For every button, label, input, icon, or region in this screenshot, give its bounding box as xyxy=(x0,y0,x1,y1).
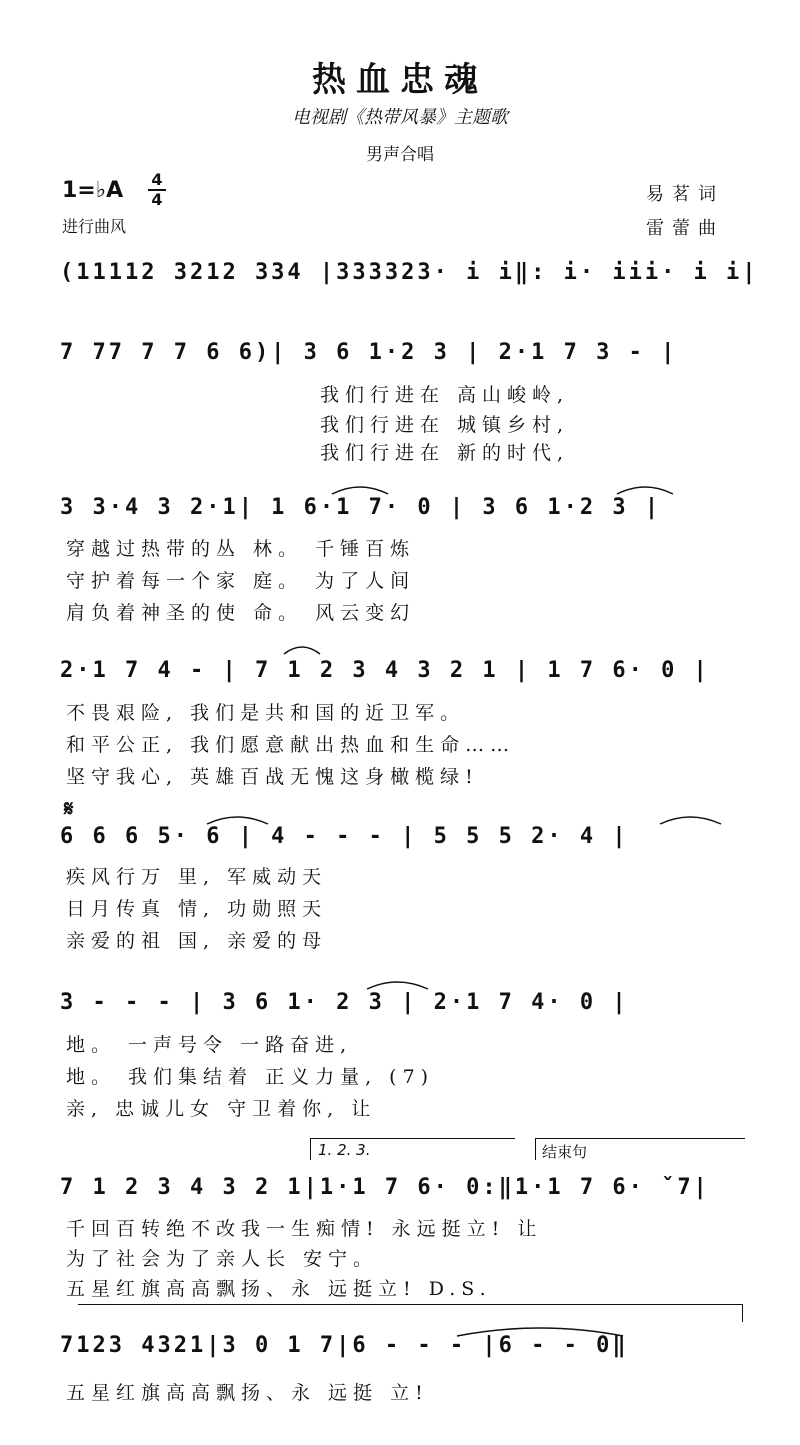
lyric-4-1: 不畏艰险, 我们是共和国的近卫军。 xyxy=(66,702,466,724)
lyric-5-2: 日月传真 情, 功勋照天 xyxy=(66,898,328,920)
lyric-7-2: 为了社会为了亲人长 安宁。 xyxy=(66,1248,379,1270)
notation-line-1: (11112 3212 334 |333323· i i‖: i· iii· i i| xyxy=(60,260,759,285)
tempo-marking: 进行曲风 xyxy=(62,217,127,236)
performer-label: 男声合唱 xyxy=(366,145,434,165)
notation-line-7: 7 1 2 3 4 3 2 1|1·1 7 6· 0:‖1·1 7 6· ˇ7| xyxy=(60,1175,710,1200)
ending-bracket-line xyxy=(78,1304,743,1305)
coda-label: 结束句 xyxy=(542,1143,588,1161)
lyric-8-1: 五星红旗高高飘扬、永 远挺 立! xyxy=(66,1382,429,1404)
slur-3 xyxy=(330,480,390,496)
lyric-2-2: 我们行进在 城镇乡村, xyxy=(320,414,570,436)
notation-line-8: 7123 4321|3 0 1 7|6 - - - |6 - - 0‖ xyxy=(60,1333,629,1358)
lyric-7-3: 五星红旗高高飘扬、永 远挺立! D.S. xyxy=(66,1278,492,1300)
lyric-5-3: 亲爱的祖 国, 亲爱的母 xyxy=(66,930,328,952)
lyric-5-1: 疾风行万 里, 军威动天 xyxy=(66,866,328,888)
key-signature: 1=♭A xyxy=(62,178,124,203)
notation-line-4: 2·1 7 4 - | 7 1 2 3 4 3 2 1 | 1 7 6· 0 | xyxy=(60,658,710,683)
coda-bracket-line xyxy=(535,1138,745,1139)
ending-bracket-tick xyxy=(742,1304,743,1322)
time-signature xyxy=(148,172,166,208)
song-title: 热血忠魂 xyxy=(312,60,488,100)
lyric-3-2: 守护着每一个家 庭。 为了人间 xyxy=(66,570,416,592)
lyric-7-1: 千回百转绝不改我一生痴情! 永远挺立! 让 xyxy=(66,1218,543,1240)
slur-5b xyxy=(658,810,723,826)
lyric-4-3: 坚守我心, 英雄百战无愧这身橄榄绿! xyxy=(66,766,479,788)
lyric-4-2: 和平公正, 我们愿意献出热血和生命…… xyxy=(66,734,516,756)
composer-credit: 雷蕾曲 xyxy=(646,218,724,239)
coda-bracket-tick xyxy=(535,1138,536,1160)
volta-bracket-tick xyxy=(310,1138,311,1160)
lyric-2-3: 我们行进在 新的时代, xyxy=(320,442,570,464)
lyric-2-1: 我们行进在 高山峻岭, xyxy=(320,384,570,406)
notation-line-5: 6 6 6 5· 6 | 4 - - - | 5 5 5 2· 4 | xyxy=(60,824,629,849)
lyric-6-2: 地。 我们集结着 正义力量, (7) xyxy=(66,1066,435,1088)
slur-3b xyxy=(615,480,675,496)
lyricist-credit: 易茗词 xyxy=(646,184,724,205)
notation-line-6: 3 - - - | 3 6 1· 2 3 | 2·1 7 4· 0 | xyxy=(60,990,629,1015)
meter-bottom: 4 xyxy=(151,190,163,209)
meter-top: 4 xyxy=(151,170,163,189)
segno-sign: 𝄋 xyxy=(64,796,74,822)
slur-4 xyxy=(282,640,322,656)
volta-label: 1. 2. 3. xyxy=(318,1141,371,1159)
lyric-6-3: 亲, 忠诚儿女 守卫着你, 让 xyxy=(66,1098,377,1120)
song-subtitle: 电视剧《热带风暴》主题歌 xyxy=(292,107,508,128)
volta-bracket-line xyxy=(310,1138,515,1139)
lyric-3-3: 肩负着神圣的使 命。 风云变幻 xyxy=(66,602,416,624)
slur-6 xyxy=(365,975,430,991)
lyric-3-1: 穿越过热带的丛 林。 千锤百炼 xyxy=(66,538,416,560)
notation-line-2: 7 77 7 7 6 6)| 3 6 1·2 3 | 2·1 7 3 - | xyxy=(60,340,678,365)
lyric-6-1: 地。 一声号令 一路奋进, xyxy=(66,1034,353,1056)
notation-line-3: 3 3·4 3 2·1| 1 6·1 7· 0 | 3 6 1·2 3 | xyxy=(60,495,662,520)
